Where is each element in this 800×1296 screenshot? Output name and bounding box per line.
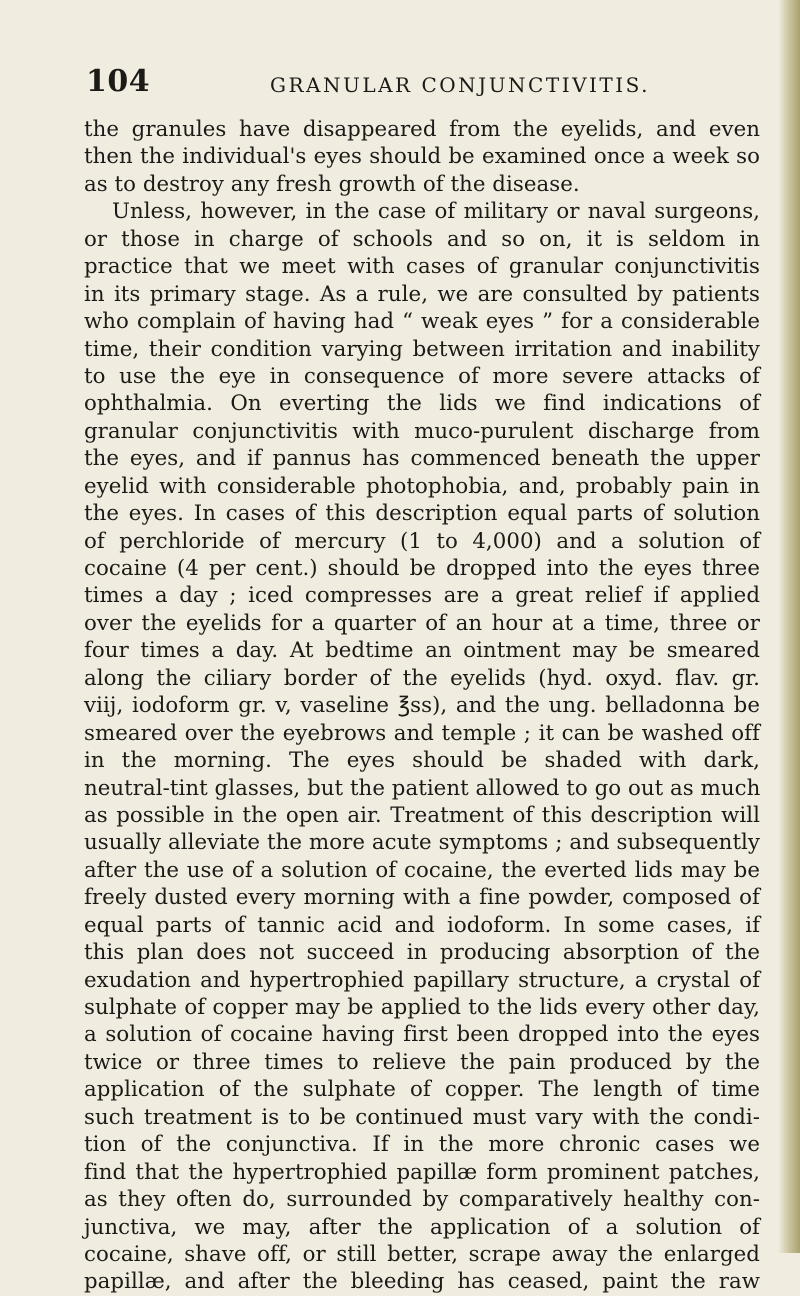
text-line: after the use of a solution of cocaine, the everted lids may be bbox=[84, 857, 760, 883]
text-line: as possible in the open air. Treatment of this description will bbox=[84, 802, 760, 828]
text-line: this plan does not succeed in producing absorption of the bbox=[84, 940, 760, 966]
text-line: smeared over the eyebrows and temple ; it can be washed off bbox=[84, 720, 760, 746]
text-line: cocaine, shave off, or still better, scrape away the enlarged bbox=[84, 1241, 760, 1267]
text-line: then the individual's eyes should be examined once a week so bbox=[84, 144, 760, 170]
text-line: time, their condition varying between irritation and inability bbox=[84, 336, 760, 362]
text-line: Unless, however, in the case of military or naval surgeons, bbox=[112, 199, 760, 225]
text-line: as to destroy any fresh growth of the disease. bbox=[84, 171, 580, 197]
text-line: or those in charge of schools and so on, it is seldom in bbox=[84, 226, 760, 252]
text-line: papillæ, and after the bleeding has ceased, paint the raw bbox=[84, 1269, 760, 1295]
text-line: of perchloride of mercury (1 to 4,000) and a solution of bbox=[84, 528, 760, 554]
page-edge-line bbox=[784, 0, 786, 1253]
text-line: the eyes, and if pannus has commenced beneath the upper bbox=[84, 446, 760, 472]
page-header bbox=[86, 64, 786, 108]
text-line: find that the hypertrophied papillæ form prominent patches, bbox=[84, 1159, 760, 1185]
text-line: to use the eye in consequence of more severe attacks of bbox=[84, 363, 760, 389]
text-line: as they often do, surrounded by comparatively healthy con- bbox=[84, 1187, 760, 1213]
text-line: who complain of having had “ weak eyes ” for a considerable bbox=[84, 309, 760, 335]
text-line: along the ciliary border of the eyelids (hyd. oxyd. flav. gr. bbox=[84, 665, 760, 691]
text-line: the granules have disappeared from the eyelids, and even bbox=[84, 117, 760, 142]
text-line: twice or three times to relieve the pain produced by the bbox=[84, 1049, 760, 1075]
text-line: over the eyelids for a quarter of an hour at a time, three or bbox=[84, 610, 760, 636]
text-line: granular conjunctivitis with muco-purulent discharge from bbox=[84, 418, 760, 444]
text-line: cocaine (4 per cent.) should be dropped into the eyes three bbox=[84, 556, 760, 581]
text-line: viij, iodoform gr. v, vaseline ℥ss), and the ung. belladonna be bbox=[84, 693, 760, 719]
text-line: application of the sulphate of copper. The length of time bbox=[84, 1077, 760, 1103]
text-line: sulphate of copper may be applied to the lids every other day, bbox=[84, 995, 760, 1020]
running-head: GRANULAR CONJUNCTIVITIS. bbox=[270, 73, 651, 97]
text-line: tion of the conjunctiva. If in the more chronic cases we bbox=[84, 1132, 760, 1158]
text-line: junctiva, we may, after the application of a solution of bbox=[84, 1214, 760, 1240]
text-line: usually alleviate the more acute symptoms ; and subsequently bbox=[84, 830, 760, 856]
text-line: eyelid with considerable photophobia, and, probably pain in bbox=[84, 473, 760, 499]
text-line: in its primary stage. As a rule, we are consulted by patients bbox=[84, 281, 760, 307]
text-line: neutral-tint glasses, but the patient allowed to go out as much bbox=[84, 775, 761, 801]
text-line: four times a day. At bedtime an ointment may be smeared bbox=[84, 638, 760, 664]
text-line: a solution of cocaine having first been dropped into the eyes bbox=[84, 1022, 760, 1048]
text-line: freely dusted every morning with a fine powder, composed of bbox=[84, 885, 760, 911]
text-line: ophthalmia. On everting the lids we find indications of bbox=[84, 391, 760, 417]
text-line: equal parts of tannic acid and iodoform. In some cases, if bbox=[84, 912, 760, 938]
text-line: times a day ; iced compresses are a great relief if applied bbox=[84, 583, 760, 609]
text-line: the eyes. In cases of this description equal parts of solution bbox=[84, 501, 760, 527]
page-number: 104 bbox=[86, 64, 151, 99]
body-text bbox=[84, 116, 760, 1296]
page-edge-shadow bbox=[778, 0, 800, 1253]
text-line: exudation and hypertrophied papillary structure, a crystal of bbox=[84, 967, 760, 993]
text-line: practice that we meet with cases of granular conjunctivitis bbox=[84, 254, 760, 280]
text-line: in the morning. The eyes should be shaded with dark, bbox=[84, 748, 760, 774]
text-line: such treatment is to be continued must vary with the condi- bbox=[84, 1104, 760, 1130]
